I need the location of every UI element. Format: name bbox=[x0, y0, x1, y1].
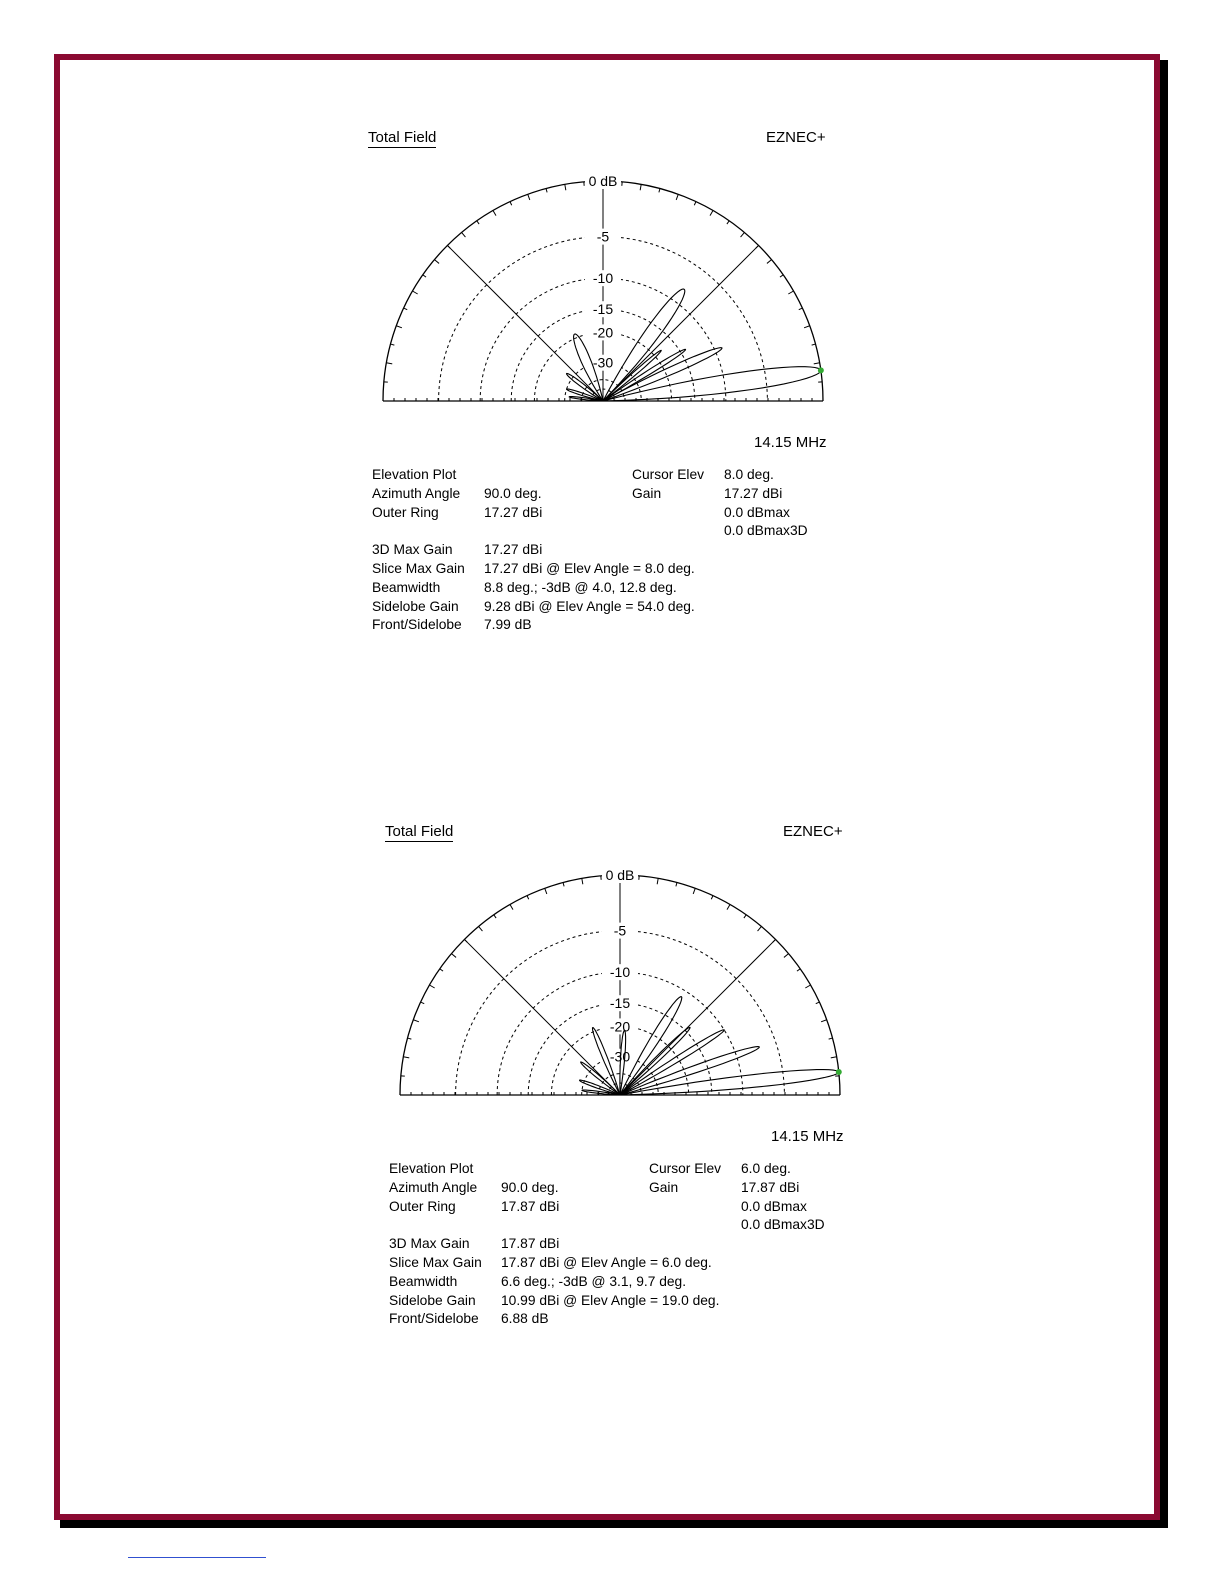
frequency-label: 14.15 MHz bbox=[771, 1128, 844, 1145]
angle-tick bbox=[804, 326, 810, 328]
info-label: Beamwidth bbox=[372, 579, 441, 595]
info-value: 8.8 deg.; -3dB @ 4.0, 12.8 deg. bbox=[484, 579, 677, 595]
angle-tick bbox=[694, 202, 696, 206]
info-value: 17.87 dBi bbox=[741, 1179, 800, 1195]
polar-plot bbox=[385, 860, 865, 1110]
plot-panel-1 bbox=[368, 126, 848, 646]
ring-label: -10 bbox=[592, 270, 614, 287]
info-label: 3D Max Gain bbox=[372, 542, 453, 558]
plot-panel-2 bbox=[385, 820, 865, 1340]
cursor-marker bbox=[818, 367, 824, 373]
plot-title: Total Field bbox=[385, 823, 454, 840]
angle-tick bbox=[493, 210, 496, 215]
info-value: 10.99 dBi @ Elev Angle = 19.0 deg. bbox=[501, 1292, 720, 1308]
angle-tick bbox=[510, 202, 512, 206]
angle-tick bbox=[829, 1038, 833, 1039]
cursor-marker bbox=[836, 1069, 842, 1075]
info-value: 17.27 dBi bbox=[484, 504, 543, 520]
angle-tick bbox=[479, 926, 483, 931]
frequency-label: 14.15 MHz bbox=[754, 434, 827, 451]
info-label: Cursor Elev bbox=[649, 1161, 722, 1176]
info-label: Slice Max Gain bbox=[389, 1254, 482, 1270]
info-label: Gain bbox=[632, 485, 662, 501]
info-label: Cursor Elev bbox=[632, 467, 705, 482]
angle-tick bbox=[744, 915, 746, 918]
pattern-lobe bbox=[620, 1070, 839, 1095]
angle-tick bbox=[403, 1057, 409, 1058]
angle-tick bbox=[773, 939, 776, 942]
angle-tick bbox=[640, 184, 641, 190]
angle-tick bbox=[510, 904, 513, 909]
angle-tick bbox=[788, 291, 793, 294]
info-label: Elevation Plot bbox=[372, 467, 457, 482]
ring-label: -5 bbox=[613, 922, 627, 939]
info-value: 17.27 dBi bbox=[484, 542, 543, 558]
angle-tick bbox=[676, 882, 677, 886]
info-value: 8.0 deg. bbox=[724, 467, 774, 482]
ring-label: -20 bbox=[609, 1018, 631, 1035]
angle-tick bbox=[816, 1002, 820, 1004]
angle-tick bbox=[727, 904, 730, 909]
angle-tick bbox=[462, 232, 466, 237]
info-label: Front/Sidelobe bbox=[372, 617, 462, 633]
angle-tick bbox=[494, 915, 496, 918]
angle-tick bbox=[710, 210, 713, 215]
angle-tick bbox=[659, 188, 660, 192]
angle-tick bbox=[429, 985, 434, 988]
angle-tick bbox=[421, 1002, 425, 1004]
angle-tick bbox=[386, 363, 392, 364]
ring-label: 0 dB bbox=[605, 867, 635, 883]
angle-tick bbox=[404, 308, 408, 310]
info-label: 3D Max Gain bbox=[389, 1236, 470, 1252]
angle-tick bbox=[545, 888, 547, 894]
angle-tick bbox=[741, 232, 745, 237]
angle-tick bbox=[407, 1038, 411, 1039]
angle-tick bbox=[767, 260, 772, 264]
angle-tick bbox=[693, 888, 695, 894]
angle-tick bbox=[412, 291, 417, 294]
ring-label: -15 bbox=[592, 301, 614, 318]
brand-label: EZNEC+ bbox=[783, 823, 843, 840]
info-label: Front/Sidelobe bbox=[389, 1311, 479, 1327]
info-value: 6.6 deg.; -3dB @ 3.1, 9.7 deg. bbox=[501, 1273, 687, 1289]
angle-tick bbox=[527, 896, 529, 900]
info-value: 90.0 deg. bbox=[501, 1179, 559, 1195]
angle-tick bbox=[758, 926, 762, 931]
angle-tick bbox=[812, 344, 816, 345]
footnote-separator bbox=[128, 1557, 266, 1558]
info-value: 7.99 dB bbox=[484, 617, 532, 633]
info-label: Slice Max Gain bbox=[372, 560, 465, 576]
ring-label: -30 bbox=[592, 354, 614, 371]
ring-label: -30 bbox=[609, 1048, 631, 1065]
angle-tick bbox=[821, 1020, 827, 1022]
info-value: 90.0 deg. bbox=[484, 485, 542, 501]
info-label: Azimuth Angle bbox=[372, 485, 461, 501]
info-value: 17.27 dBi @ Elev Angle = 8.0 deg. bbox=[484, 560, 695, 576]
angle-tick bbox=[464, 939, 467, 942]
info-value: 17.87 dBi bbox=[501, 1198, 560, 1214]
info-value: 6.0 deg. bbox=[741, 1161, 791, 1176]
info-label: Elevation Plot bbox=[389, 1161, 474, 1176]
angle-tick bbox=[528, 194, 530, 200]
info-value: 17.27 dBi bbox=[724, 485, 783, 501]
info-value: 9.28 dBi @ Elev Angle = 54.0 deg. bbox=[484, 598, 695, 614]
ring-label: -10 bbox=[609, 964, 631, 981]
info-value: 0.0 dBmax3D bbox=[741, 1217, 825, 1233]
polar-plot bbox=[368, 166, 848, 416]
angle-tick bbox=[784, 954, 789, 958]
angle-tick bbox=[657, 878, 658, 884]
info-value: 17.87 dBi @ Elev Angle = 6.0 deg. bbox=[501, 1254, 712, 1270]
info-label: Azimuth Angle bbox=[389, 1179, 478, 1195]
info-value: 0.0 dBmax bbox=[741, 1198, 807, 1214]
angle-tick bbox=[805, 985, 810, 988]
angle-tick bbox=[434, 260, 439, 264]
angle-tick bbox=[727, 221, 729, 224]
info-label: Sidelobe Gain bbox=[389, 1292, 476, 1308]
angle-tick bbox=[831, 1057, 837, 1058]
info-label: Gain bbox=[649, 1179, 679, 1195]
brand-label: EZNEC+ bbox=[766, 129, 826, 146]
angle-tick bbox=[447, 245, 450, 248]
info-label: Outer Ring bbox=[389, 1198, 456, 1214]
radial-line bbox=[447, 245, 603, 401]
info-label: Outer Ring bbox=[372, 504, 439, 520]
angle-tick bbox=[797, 969, 800, 971]
angle-tick bbox=[676, 194, 678, 200]
ring-label: -20 bbox=[592, 324, 614, 341]
angle-tick bbox=[799, 308, 803, 310]
info-value: 0.0 dBmax3D bbox=[724, 523, 808, 539]
info-value: 6.88 dB bbox=[501, 1311, 549, 1327]
info-value: 17.87 dBi bbox=[501, 1236, 560, 1252]
angle-tick bbox=[423, 275, 426, 277]
angle-tick bbox=[565, 184, 566, 190]
angle-tick bbox=[390, 344, 394, 345]
ring-label: -5 bbox=[596, 228, 610, 245]
angle-tick bbox=[396, 326, 402, 328]
angle-tick bbox=[814, 363, 820, 364]
angle-tick bbox=[756, 245, 759, 248]
ring-label: -15 bbox=[609, 995, 631, 1012]
angle-tick bbox=[780, 275, 783, 277]
info-label: Sidelobe Gain bbox=[372, 598, 459, 614]
info-value: 0.0 dBmax bbox=[724, 504, 790, 520]
angle-tick bbox=[563, 882, 564, 886]
angle-tick bbox=[477, 221, 479, 224]
ring-label: 0 dB bbox=[588, 173, 618, 189]
angle-tick bbox=[413, 1020, 419, 1022]
angle-tick bbox=[546, 188, 547, 192]
angle-tick bbox=[451, 954, 456, 958]
angle-tick bbox=[440, 969, 443, 971]
info-label: Beamwidth bbox=[389, 1273, 458, 1289]
radial-line bbox=[464, 939, 620, 1095]
angle-tick bbox=[711, 896, 713, 900]
plot-title: Total Field bbox=[368, 129, 437, 146]
radial-line bbox=[603, 245, 759, 401]
angle-tick bbox=[582, 878, 583, 884]
